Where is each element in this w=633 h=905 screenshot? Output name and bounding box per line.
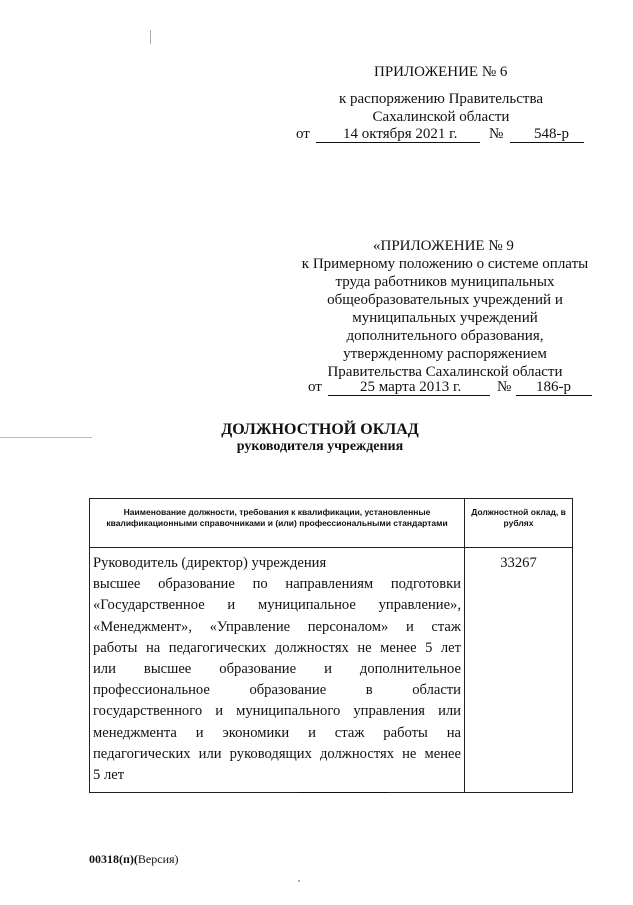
appendix-title: ПРИЛОЖЕНИЕ № 6 [374,64,508,80]
document-title: ДОЛЖНОСТНОЙ ОКЛАД [221,421,419,438]
prior-date: 25 марта 2013 г. [360,379,462,395]
prior-appendix-line: общеобразовательных учреждений и [327,292,563,308]
prior-from-label: от [308,379,322,395]
order-from-label: от [296,126,310,142]
position-name: Руководитель (директор) учреждения [93,555,327,571]
appendix-region: Сахалинской области [372,109,510,125]
prior-appendix-line: дополнительного образования, [346,328,544,344]
table-header-row [90,499,573,548]
salary-cell [465,548,573,793]
requirement-line: педагогических или руководящих должностях не менее [93,745,461,762]
order-number-label: № [489,126,504,142]
header-salary: Должностной оклад, в рублях [465,499,573,548]
requirement-line: «Государственное и муниципальное управление», [93,597,461,614]
requirement-line: или высшее образование и дополнительное [93,661,461,678]
requirement-line: 5 лет [93,767,125,784]
scan-artifact-dot [298,880,300,882]
prior-number: 186-р [536,379,571,395]
scan-artifact-line [0,437,92,438]
requirement-line: работы на педагогических должностях не менее 5 лет [93,639,461,656]
appendix-to-order: к распоряжению Правительства [338,91,543,107]
salary-table [89,498,573,793]
footer-version: Версия) [137,852,179,866]
requirement-line: государственного и муниципального управления или [93,703,461,720]
scan-artifact-mark [150,30,151,44]
position-cell [90,548,465,793]
requirement-line: менеджмента и экономики и стаж работы на [93,724,461,741]
prior-appendix-line: труда работников муниципальных [335,274,555,290]
document-subtitle: руководителя учреждения [236,439,404,454]
closing-rule [298,792,387,793]
prior-appendix-line: Правительства Сахалинской области [327,364,563,380]
prior-appendix-line: муниципальных учреждений [352,310,538,326]
salary-value: 33267 [500,555,537,571]
prior-appendix-title: «ПРИЛОЖЕНИЕ № 9 [373,238,514,254]
prior-number-label: № [497,379,512,395]
order-number-underline [510,142,584,143]
prior-appendix-line: утвержденному распоряжением [343,346,547,362]
prior-number-underline [516,395,592,396]
prior-date-underline [328,395,490,396]
requirement-line: «Менеджмент», «Управление персоналом» и стаж [93,618,461,635]
prior-appendix-line: к Примерному положению о системе оплаты [301,256,589,272]
order-date: 14 октября 2021 г. [343,126,458,142]
requirement-line: профессиональное образование в области [93,682,461,699]
footer-code-text: 00318(п)( [89,852,138,866]
table-row [90,548,573,793]
order-number: 548-р [534,126,569,142]
order-date-underline [316,142,480,143]
footer-code [89,852,179,867]
requirement-line: высшее образование по направлениям подготовки [93,576,461,593]
header-position-requirements: Наименование должности, требования к квалификации, установленные квалификационными справочниками и (или) профессиональными стандартами [90,499,465,548]
